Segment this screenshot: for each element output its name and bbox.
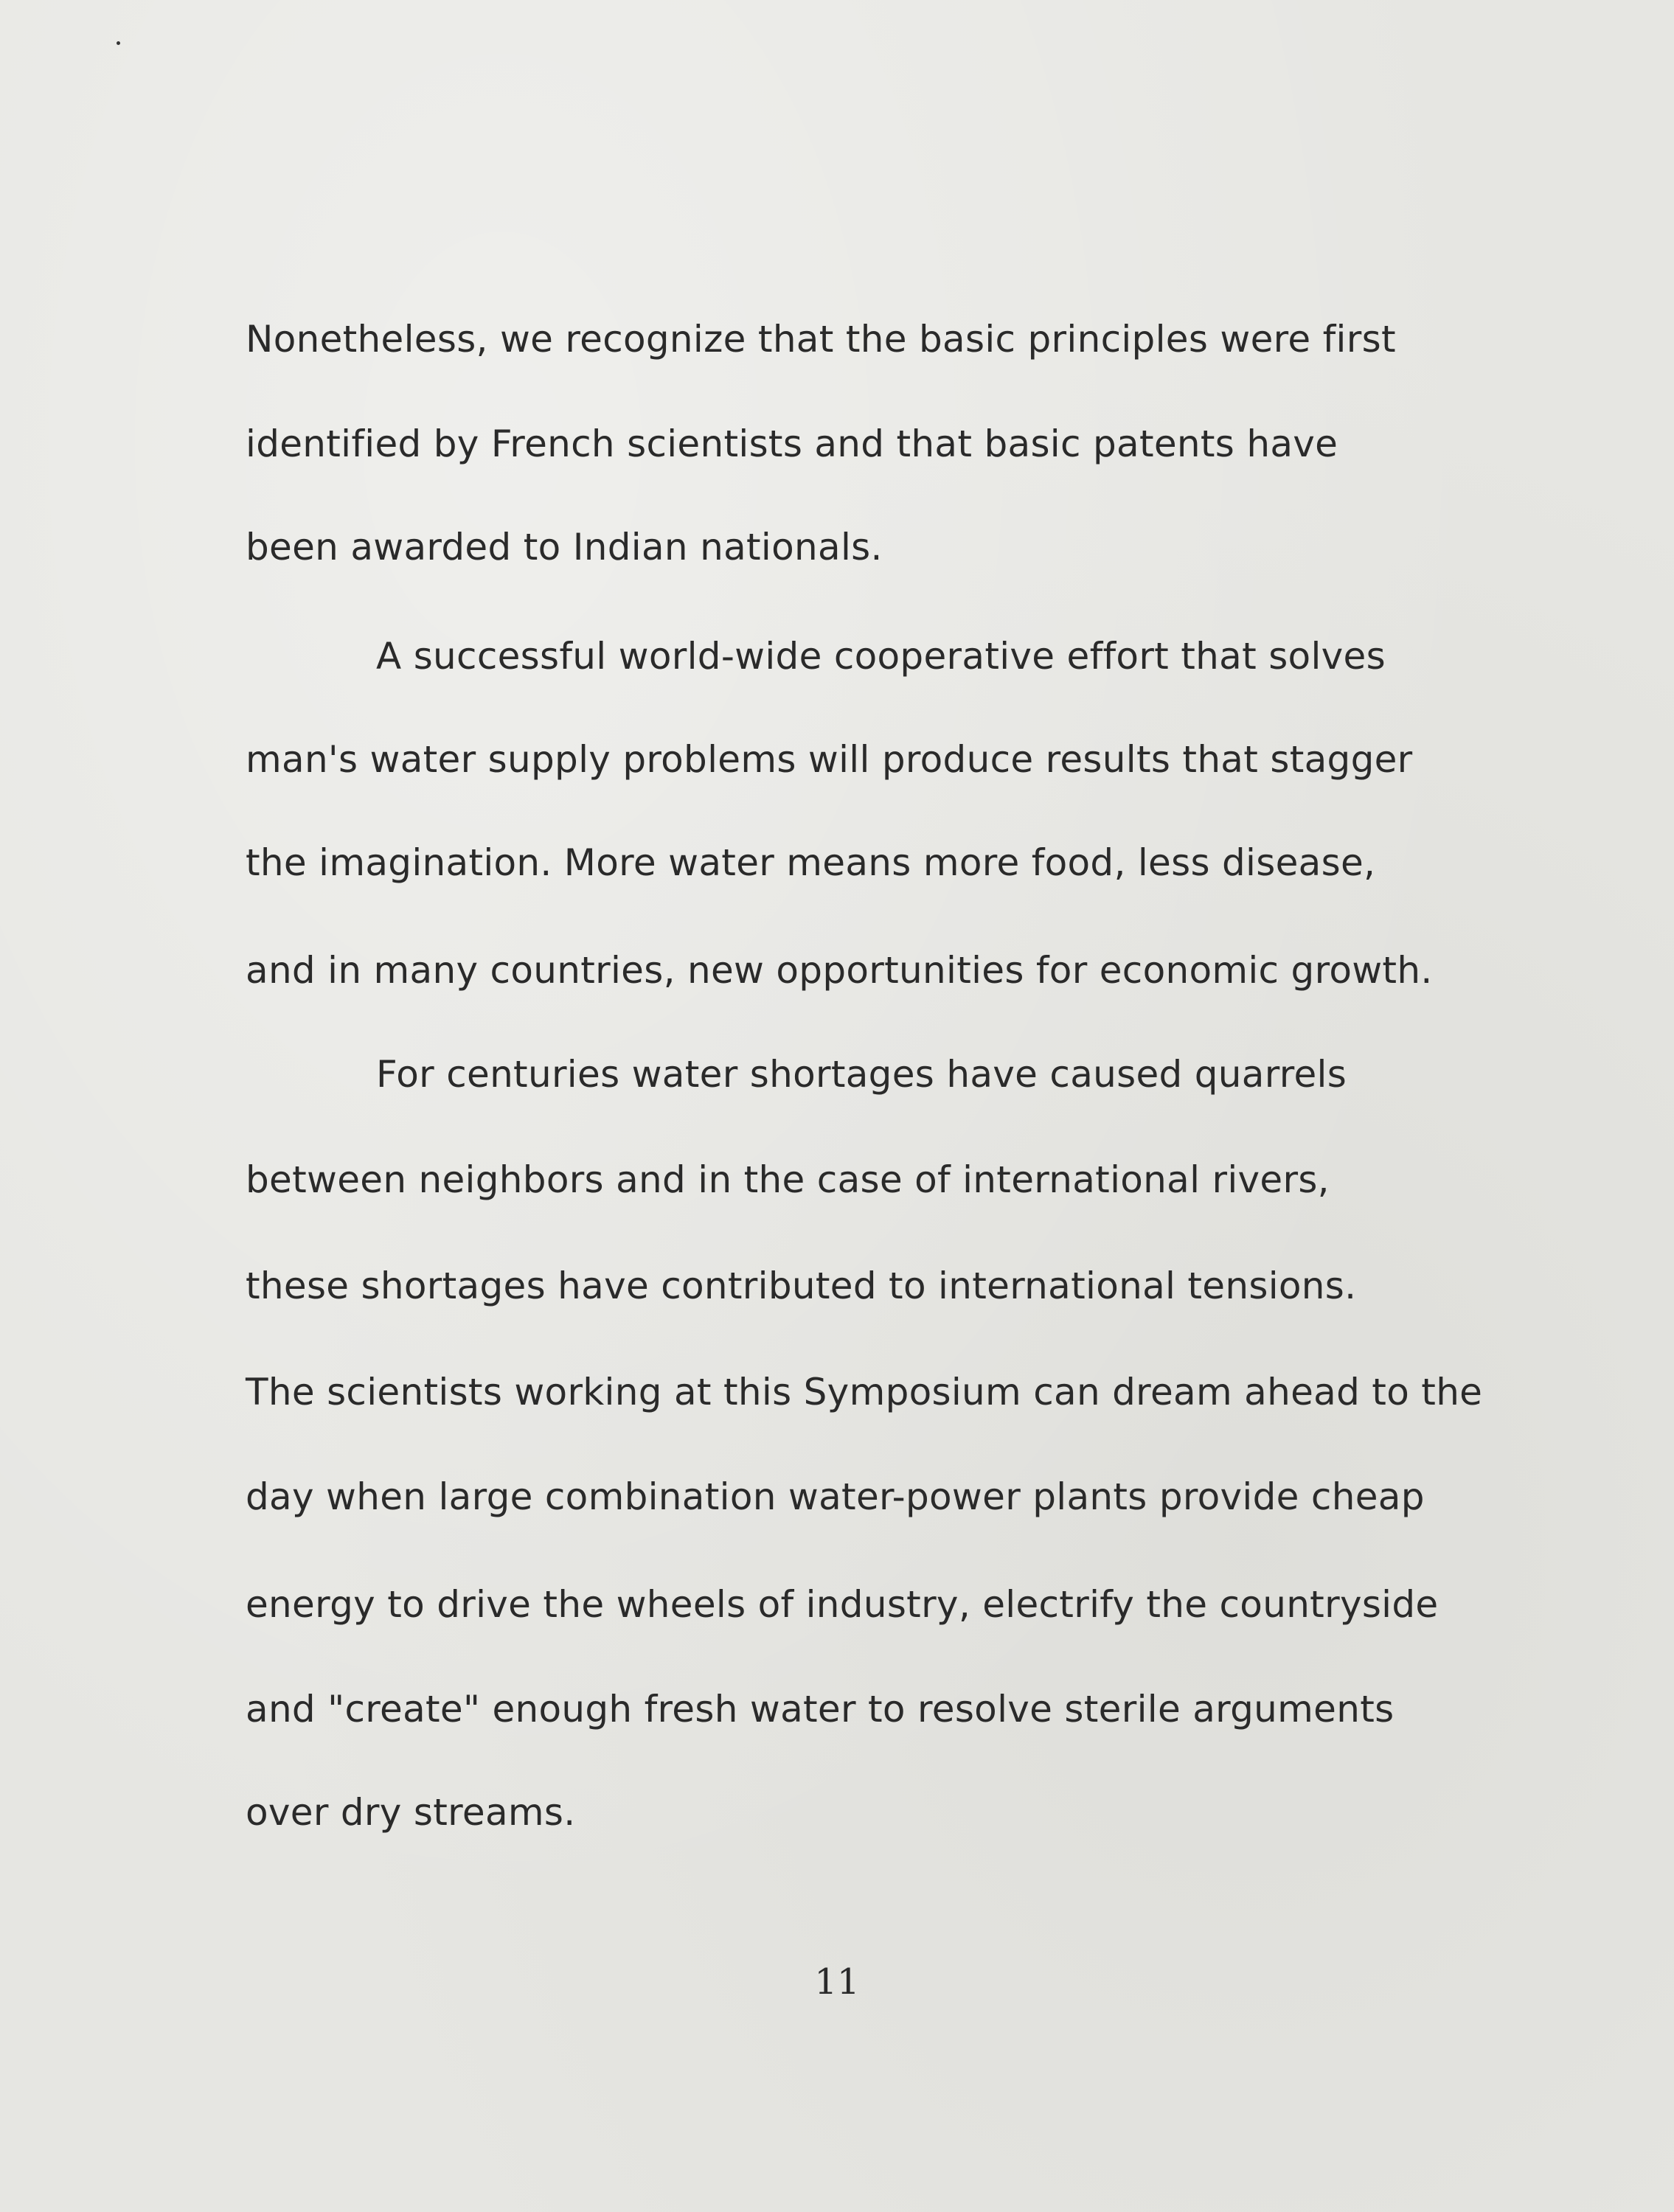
text-line: over dry streams. [246, 1791, 576, 1834]
text-line: man's water supply problems will produce results that stagger [246, 738, 1413, 781]
text-line: The scientists working at this Symposium can dream ahead to the [246, 1371, 1483, 1413]
text-line: these shortages have contributed to international tensions. [246, 1265, 1357, 1307]
paragraph-start-line: For centuries water shortages have caused quarrels [376, 1053, 1347, 1096]
text-line: energy to drive the wheels of industry, electrify the countryside [246, 1583, 1439, 1626]
text-line: day when large combination water-power plants provide cheap [246, 1475, 1425, 1518]
text-line: Nonetheless, we recognize that the basic principles were first [246, 318, 1396, 361]
text-line: the imagination. More water means more food, less disease, [246, 841, 1376, 884]
text-line: and in many countries, new opportunities for economic growth. [246, 949, 1433, 992]
page-number: 11 [814, 1961, 860, 2003]
text-line: been awarded to Indian nationals. [246, 526, 883, 568]
text-line: between neighbors and in the case of international rivers, [246, 1158, 1330, 1201]
paragraph-start-line: A successful world-wide cooperative effort that solves [376, 635, 1386, 678]
text-line: and "create" enough fresh water to resolve sterile arguments [246, 1688, 1395, 1731]
paper-speck [117, 41, 120, 45]
text-line: identified by French scientists and that basic patents have [246, 422, 1338, 465]
